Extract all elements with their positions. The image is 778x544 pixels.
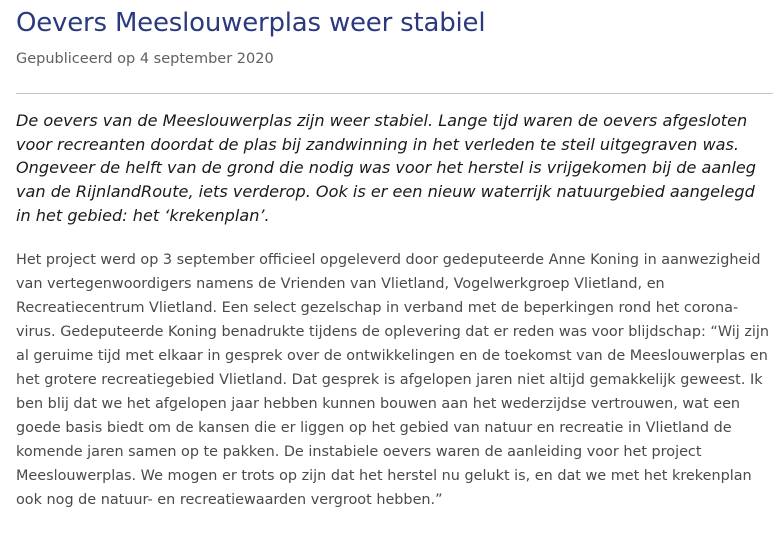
news-article <box>16 0 773 513</box>
divider <box>16 93 773 94</box>
publication-date: Gepubliceerd op 4 september 2020 <box>16 51 274 67</box>
article-body: Het project werd op 3 september officieel opgeleverd door gedeputeerde Anne Koning in aanwezigheid van vertegenwoordigers namens de Vrienden van Vlietland, Vogelwerkgroep Vlietland, en Recreatiecentrum Vlietland. Een select gezelschap in verband met de beperkingen rond het corona-virus. Gedeputeerde Koning benadrukte tijdens de oplevering dat er reden was voor blijdschap: “Wij zijn al geruime tijd met elkaar in gesprek over de ontwikkelingen en de toekomst van de Meeslouwerplas en het grotere recreatiegebied Vlietland. Dat gesprek is afgelopen jaren niet altijd gemakkelijk geweest. Ik ben blij dat we het afgelopen jaar hebben kunnen bouwen aan het wederzijdse vertrouwen, wat een goede basis biedt om de kansen die er liggen op het gebied van natuur en recreatie in Vlietland de komende jaren samen op te pakken. De instabiele oevers waren de aanleiding voor het project Meeslouwerplas. We mogen er trots op zijn dat het herstel nu gelukt is, en dat we met het krekenplan ook nog de natuur- en recreatiewaarden vergroot hebben.” <box>16 251 769 509</box>
article-lead: De oevers van de Meeslouwerplas zijn weer stabiel. Lange tijd waren de oevers afgesloten voor recreanten doordat de plas bij zandwinning in het verleden te steil uitgegraven was. Ongeveer de helft van de grond die nodig was voor het herstel is vrijgekomen bij de aanleg van de RijnlandRoute, iets verderop. Ook is er een nieuw waterrijk natuurgebied aangelegd in het gebied: het ‘krekenplan’. <box>16 111 757 225</box>
article-title: Oevers Meeslouwerplas weer stabiel <box>16 8 486 38</box>
